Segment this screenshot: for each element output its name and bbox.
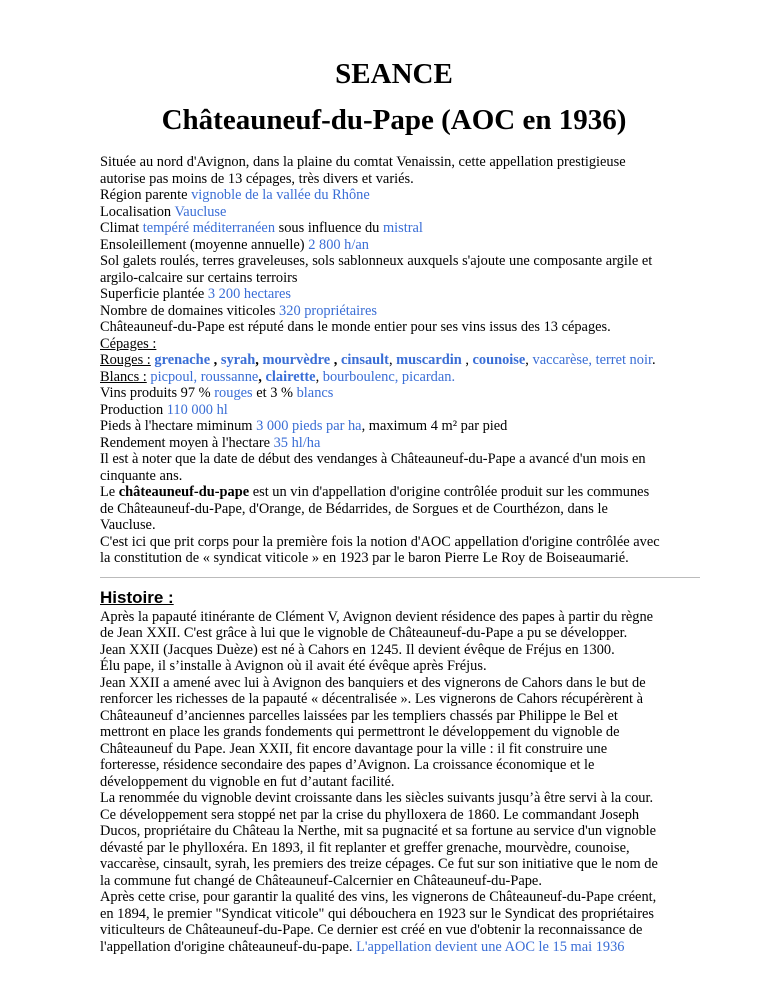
histoire-line: Jean XXII (Jacques Duèze) est né à Cahors en 1245. Il devient évêque de Fréjus en 1300. <box>100 641 615 658</box>
rendement-row <box>100 435 700 452</box>
region-label: Région parente <box>100 187 192 203</box>
cdp-rest: est un vin d'appellation d'origine contrôlée produit sur les communes <box>249 484 650 500</box>
production-label: Production <box>100 401 167 418</box>
histoire-line: mettront en place les grands fondements qui permettront le développement du vignoble de <box>100 724 620 740</box>
pieds-link[interactable]: 3 000 pieds par ha <box>256 418 362 434</box>
cdp-bold: châteauneuf-du-pape <box>118 484 250 500</box>
aoc-line: C'est ici que prit corps pour la première fois la notion d'AOC appellation d'origine contrôlée avec <box>100 533 660 550</box>
vins-row <box>100 385 700 402</box>
grenache-link[interactable]: grenache <box>154 352 211 368</box>
reputation-line: Châteauneuf-du-Pape est réputé dans le monde entier pour ses vins issus des 13 cépages. <box>100 319 611 335</box>
blancs-label: Blancs : <box>100 368 147 385</box>
ensoleillement-label: Ensoleillement (moyenne annuelle) <box>100 236 309 253</box>
counoise-link[interactable]: counoise <box>472 352 526 368</box>
superficie-row <box>100 286 700 303</box>
cinsault-link[interactable]: cinsault <box>340 352 389 368</box>
muscardin-link[interactable]: muscardin <box>396 352 462 368</box>
histoire-line: viticulteurs de Châteauneuf-du-Pape. Ce dernier est créé en vue d'obtenir la reconnaissance de <box>100 922 643 938</box>
aoc-1936-link[interactable]: L'appellation devient une AOC le 15 mai 1936 <box>356 938 625 955</box>
blancs-rest-link[interactable]: bourboulenc, picardan. <box>322 368 456 385</box>
histoire-line: Élu pape, il s’installe à Avignon où il avait été évêque après Fréjus. <box>100 658 487 674</box>
histoire-line: Après cette crise, pour garantir la qualité des vins, les vignerons de Châteauneuf-du-Pape créent, <box>100 889 657 905</box>
vins-blancs-link[interactable]: blancs <box>296 385 334 401</box>
seance-heading: SEANCE <box>335 58 453 90</box>
rouges-rest-link[interactable]: vaccarèse, terret noir <box>532 352 652 368</box>
cepages-row <box>100 336 700 353</box>
vins-mid: et 3 % <box>252 385 297 401</box>
region-link[interactable]: vignoble de la vallée du Rhône <box>191 187 370 203</box>
histoire-last-text: l'appellation d'origine châteauneuf-du-pape. <box>100 938 357 955</box>
syrah-link[interactable]: syrah <box>220 352 256 368</box>
blancs-row: Blancs : picpoul, roussanne, clairette, bourboulenc, picardan. <box>100 368 456 385</box>
note-line: cinquante ans. <box>100 467 183 484</box>
note-line: Il est à noter que la date de début des vendanges à Châteauneuf-du-Pape a avancé d'un mois en <box>100 451 646 467</box>
histoire-heading: Histoire : <box>100 587 174 607</box>
domaines-label: Nombre de domaines viticoles <box>100 302 280 319</box>
histoire-line: de Jean XXII. C'est grâce à lui que le vignoble de Châteauneuf-du-Pape a pu se développer. <box>100 625 628 641</box>
mistral-link[interactable]: mistral <box>382 220 423 236</box>
histoire-line: Châteauneuf du Pape. Jean XXII, fit encore davantage pour la ville : il fit construire une <box>100 740 608 757</box>
blancs-a-link[interactable]: picpoul, roussanne <box>150 368 259 385</box>
histoire-line: Ce développement sera stoppé net par la crise du phylloxera de 1860. Le commandant Joseph <box>100 806 640 823</box>
divider <box>100 577 700 578</box>
pieds-rest: , maximum 4 m² par pied <box>361 418 508 434</box>
cdp-line: de Châteauneuf-du-Pape, d'Orange, de Bédarrides, de Sorgues et de Courthézon, dans le <box>100 500 608 517</box>
climat-link[interactable]: tempéré méditerranéen <box>142 220 276 236</box>
climat-row <box>100 220 700 237</box>
aoc-line: la constitution de « syndicat viticole » en 1923 par le baron Pierre Le Roy de Boiseaumarié. <box>100 550 629 566</box>
cdp-line: Vaucluse. <box>100 517 156 533</box>
histoire-line: dévasté par le phylloxéra. En 1893, il fit replanter et greffer grenache, mourvèdre, counoise, <box>100 839 630 856</box>
rouges-row: Rouges : grenache , syrah, mourvèdre , cinsault, muscardin , counoise, vaccarèse, terret noir. <box>100 352 656 368</box>
localisation-label: Localisation <box>100 203 175 220</box>
vins-rouges-link[interactable]: rouges <box>214 385 253 401</box>
domaines-row <box>100 303 700 320</box>
superficie-label: Superficie plantée <box>100 286 208 302</box>
histoire-section <box>100 609 700 956</box>
clairette-link[interactable]: clairette <box>265 368 316 385</box>
localisation-row <box>100 204 700 221</box>
production-link[interactable]: 110 000 hl <box>166 401 228 418</box>
histoire-line: Châteauneuf d’anciennes parcelles laissées par les templiers chassés par Philippe le Bel et <box>100 707 618 724</box>
histoire-line: Après la papauté itinérante de Clément V, Avignon devient résidence des papes à partir du règne <box>100 608 654 625</box>
pieds-label: Pieds à l'hectare miminum <box>100 418 257 434</box>
histoire-line: renforcer les richesses de la papauté « décentralisée ». Les vignerons de Cahors récupérèrent à <box>100 691 643 707</box>
pieds-row <box>100 418 700 435</box>
domaines-link[interactable]: 320 propriétaires <box>279 302 377 319</box>
rendement-label: Rendement moyen à l'hectare <box>100 434 274 451</box>
intro-section <box>100 154 700 567</box>
climat-mid: sous influence du <box>275 220 383 236</box>
production-row <box>100 402 700 419</box>
histoire-last-row <box>100 939 700 956</box>
histoire-line: forteresse, résidence secondaire des papes d’Avignon. La croissance économique et le <box>100 757 595 773</box>
ensoleillement-row <box>100 237 700 254</box>
histoire-line: La renommée du vignoble devint croissante dans les siècles suivants jusqu’à être servi à la cour. <box>100 790 654 806</box>
rouges-label: Rouges : <box>100 352 151 368</box>
histoire-line: développement du vignoble en fut d’autant facilité. <box>100 773 395 790</box>
cdp-le: Le <box>100 484 119 500</box>
sol-line: Sol galets roulés, terres graveleuses, sols sablonneux auxquels s'ajoute une composante argile et <box>100 253 653 269</box>
intro-line: Située au nord d'Avignon, dans la plaine du comtat Venaissin, cette appellation prestigieuse <box>100 154 626 170</box>
localisation-link[interactable]: Vaucluse <box>174 203 227 220</box>
ensoleillement-link[interactable]: 2 800 h/an <box>308 236 369 253</box>
histoire-line: vaccarèse, cinsault, syrah, les premiers des treize cépages. Ce fut sur son initiative que le nom de <box>100 856 658 872</box>
climat-label: Climat <box>100 220 143 236</box>
sol-line: argilo-calcaire sur certains terroirs <box>100 269 298 286</box>
rendement-link[interactable]: 35 hl/ha <box>273 434 321 451</box>
histoire-line: Jean XXII a amené avec lui à Avignon des banquiers et des vignerons de Cahors dans le but de <box>100 674 646 691</box>
cepages-label: Cépages : <box>100 335 157 352</box>
histoire-line: la commune fut changé de Châteauneuf-Calcernier en Châteauneuf-du-Pape. <box>100 872 542 889</box>
cdp-row <box>100 484 700 501</box>
intro-line: autorise pas moins de 13 cépages, très divers et variés. <box>100 170 414 187</box>
vins-label: Vins produits 97 % <box>100 385 215 401</box>
mourvedre-link[interactable]: mourvèdre <box>262 352 331 368</box>
histoire-line: en 1894, le premier "Syndicat viticole" qui débouchera en 1923 sur le Syndicat des propriétaires <box>100 905 655 922</box>
region-row <box>100 187 700 204</box>
page-title: Châteauneuf-du-Pape (AOC en 1936) <box>161 104 627 136</box>
superficie-link[interactable]: 3 200 hectares <box>207 286 292 302</box>
histoire-line: Ducos, propriétaire du Château la Nerthe, mit sa pugnacité et sa fortune au service d'un vignoble <box>100 823 657 839</box>
